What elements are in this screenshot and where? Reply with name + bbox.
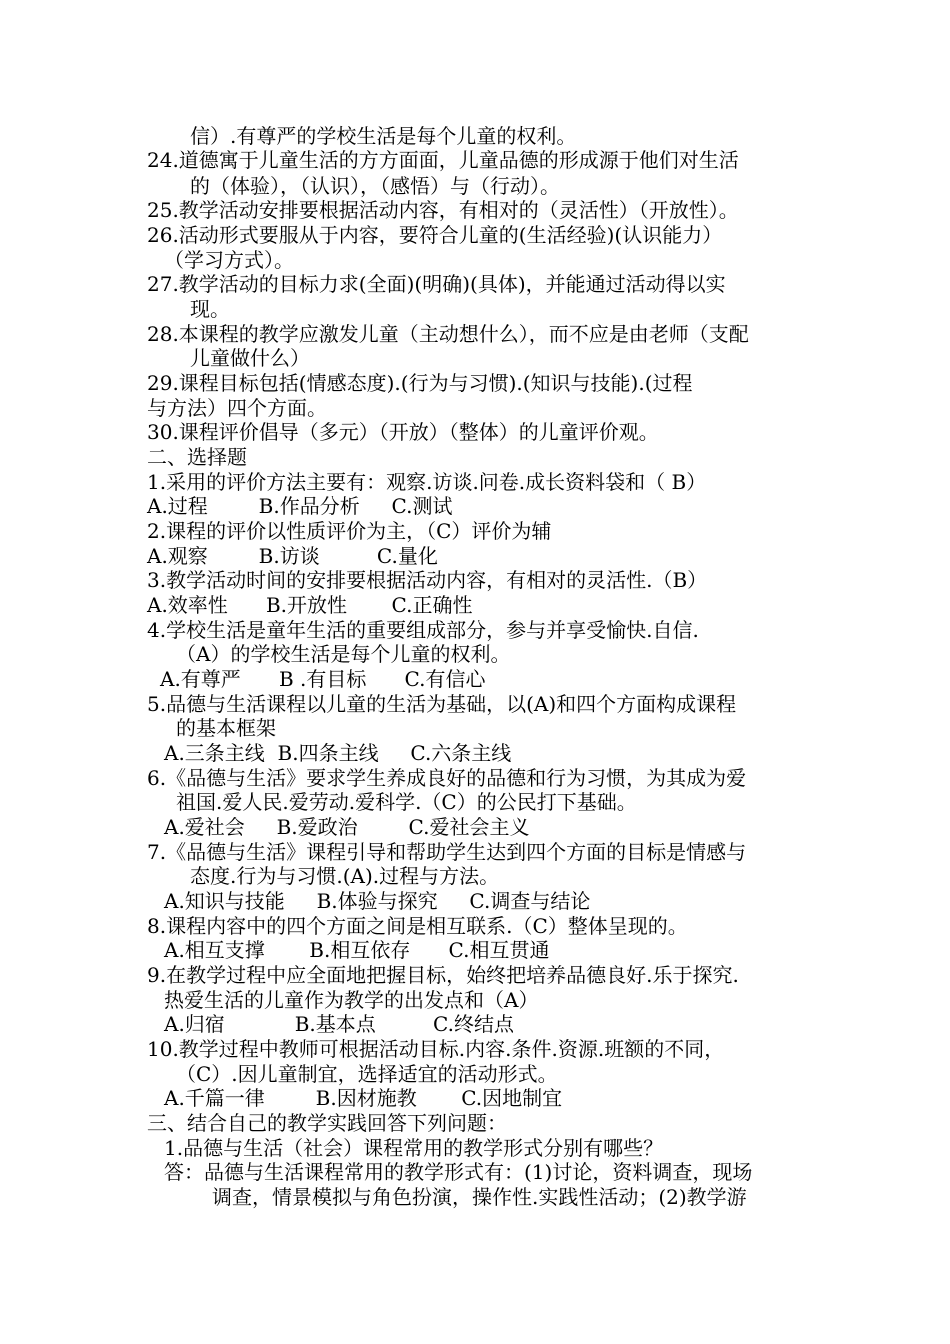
text-line: 4.学校生活是童年生活的重要组成部分，参与并享受愉快.自信. <box>147 618 699 642</box>
text-line: 26.活动形式要服从于内容，要符合儿童的(生活经验)(认识能力） <box>147 223 723 247</box>
text-line: 8.课程内容中的四个方面之间是相互联系.（C）整体呈现的。 <box>147 914 688 938</box>
answer-options: A.归宿 B.基本点 C.终结点 <box>164 1012 514 1036</box>
text-line: 的（体验），（认识），（感悟）与（行动）。 <box>190 174 560 198</box>
text-line: 9.在教学过程中应全面地把握目标，始终把培养品德良好.乐于探究. <box>147 963 739 987</box>
text-line: 答：品德与生活课程常用的教学形式有：(1)讨论，资料调查，现场 <box>164 1160 753 1184</box>
section-heading: 三、结合自己的教学实践回答下列问题： <box>147 1111 507 1135</box>
text-line: 29.课程目标包括(情感态度).(行为与习惯).(知识与技能).(过程 <box>147 371 693 395</box>
text-line: 态度.行为与习惯.(A).过程与方法。 <box>190 864 500 888</box>
text-line: 热爱生活的儿童作为教学的出发点和（A） <box>164 988 539 1012</box>
answer-options: A.效率性 B.开放性 C.正确性 <box>147 593 473 617</box>
answer-options: A.三条主线 B.四条主线 C.六条主线 <box>164 741 512 765</box>
text-line: 现。 <box>190 297 230 321</box>
answer-options: A.千篇一律 B.因材施教 C.因地制宜 <box>164 1086 563 1110</box>
text-line: 7.《品德与生活》课程引导和帮助学生达到四个方面的目标是情感与 <box>147 840 747 864</box>
text-line: 1.采用的评价方法主要有：观察.访谈.问卷.成长资料袋和（ B） <box>147 470 707 494</box>
text-line: 24.道德寓于儿童生活的方方面面，儿童品德的形成源于他们对生活 <box>147 148 739 172</box>
text-line: 儿童做什么） <box>190 346 310 370</box>
text-line: 3.教学活动时间的安排要根据活动内容，有相对的灵活性.（B） <box>147 568 708 592</box>
text-line: 10.教学过程中教师可根据活动目标.内容.条件.资源.班额的不同， <box>147 1037 725 1061</box>
text-line: （学习方式）。 <box>164 248 294 272</box>
text-line: （A）的学校生活是每个儿童的权利。 <box>176 642 511 666</box>
answer-options: A.爱社会 B.爱政治 C.爱社会主义 <box>164 815 530 839</box>
text-line: 2.课程的评价以性质评价为主，（C）评价为辅 <box>147 519 552 543</box>
text-line: 5.品德与生活课程以儿童的生活为基础，以(A)和四个方面构成课程 <box>147 692 737 716</box>
text-line: 祖国.爱人民.爱劳动.爱科学.（C）的公民打下基础。 <box>176 790 637 814</box>
text-line: 1.品德与生活（社会）课程常用的教学形式分别有哪些？ <box>164 1136 664 1160</box>
text-line: 27.教学活动的目标力求(全面)(明确)(具体)，并能通过活动得以实 <box>147 272 726 296</box>
answer-options: A.观察 B.访谈 C.量化 <box>147 544 438 568</box>
text-line: 信）.有尊严的学校生活是每个儿童的权利。 <box>190 124 577 148</box>
text-line: （C）.因儿童制宜，选择适宜的活动形式。 <box>176 1062 558 1086</box>
text-line: 的基本框架 <box>176 716 276 740</box>
answer-options: A.过程 B.作品分析 C.测试 <box>147 494 453 518</box>
text-line: 28.本课程的教学应激发儿童（主动想什么），而不应是由老师（支配 <box>147 322 749 346</box>
answer-options: A.有尊严 B .有目标 C.有信心 <box>160 667 486 691</box>
text-line: 30.课程评价倡导（多元）（开放）（整体）的儿童评价观。 <box>147 420 659 444</box>
answer-options: A.知识与技能 B.体验与探究 C.调查与结论 <box>164 889 591 913</box>
text-line: 调查，情景模拟与角色扮演，操作性.实践性活动；(2)教学游 <box>212 1185 747 1209</box>
section-heading: 二、选择题 <box>147 445 247 469</box>
text-line: 25.教学活动安排要根据活动内容，有相对的（灵活性）（开放性）。 <box>147 198 739 222</box>
answer-options: A.相互支撑 B.相互依存 C.相互贯通 <box>164 938 550 962</box>
text-line: 6.《品德与生活》要求学生养成良好的品德和行为习惯，为其成为爱 <box>147 766 747 790</box>
text-line: 与方法）四个方面。 <box>147 396 327 420</box>
